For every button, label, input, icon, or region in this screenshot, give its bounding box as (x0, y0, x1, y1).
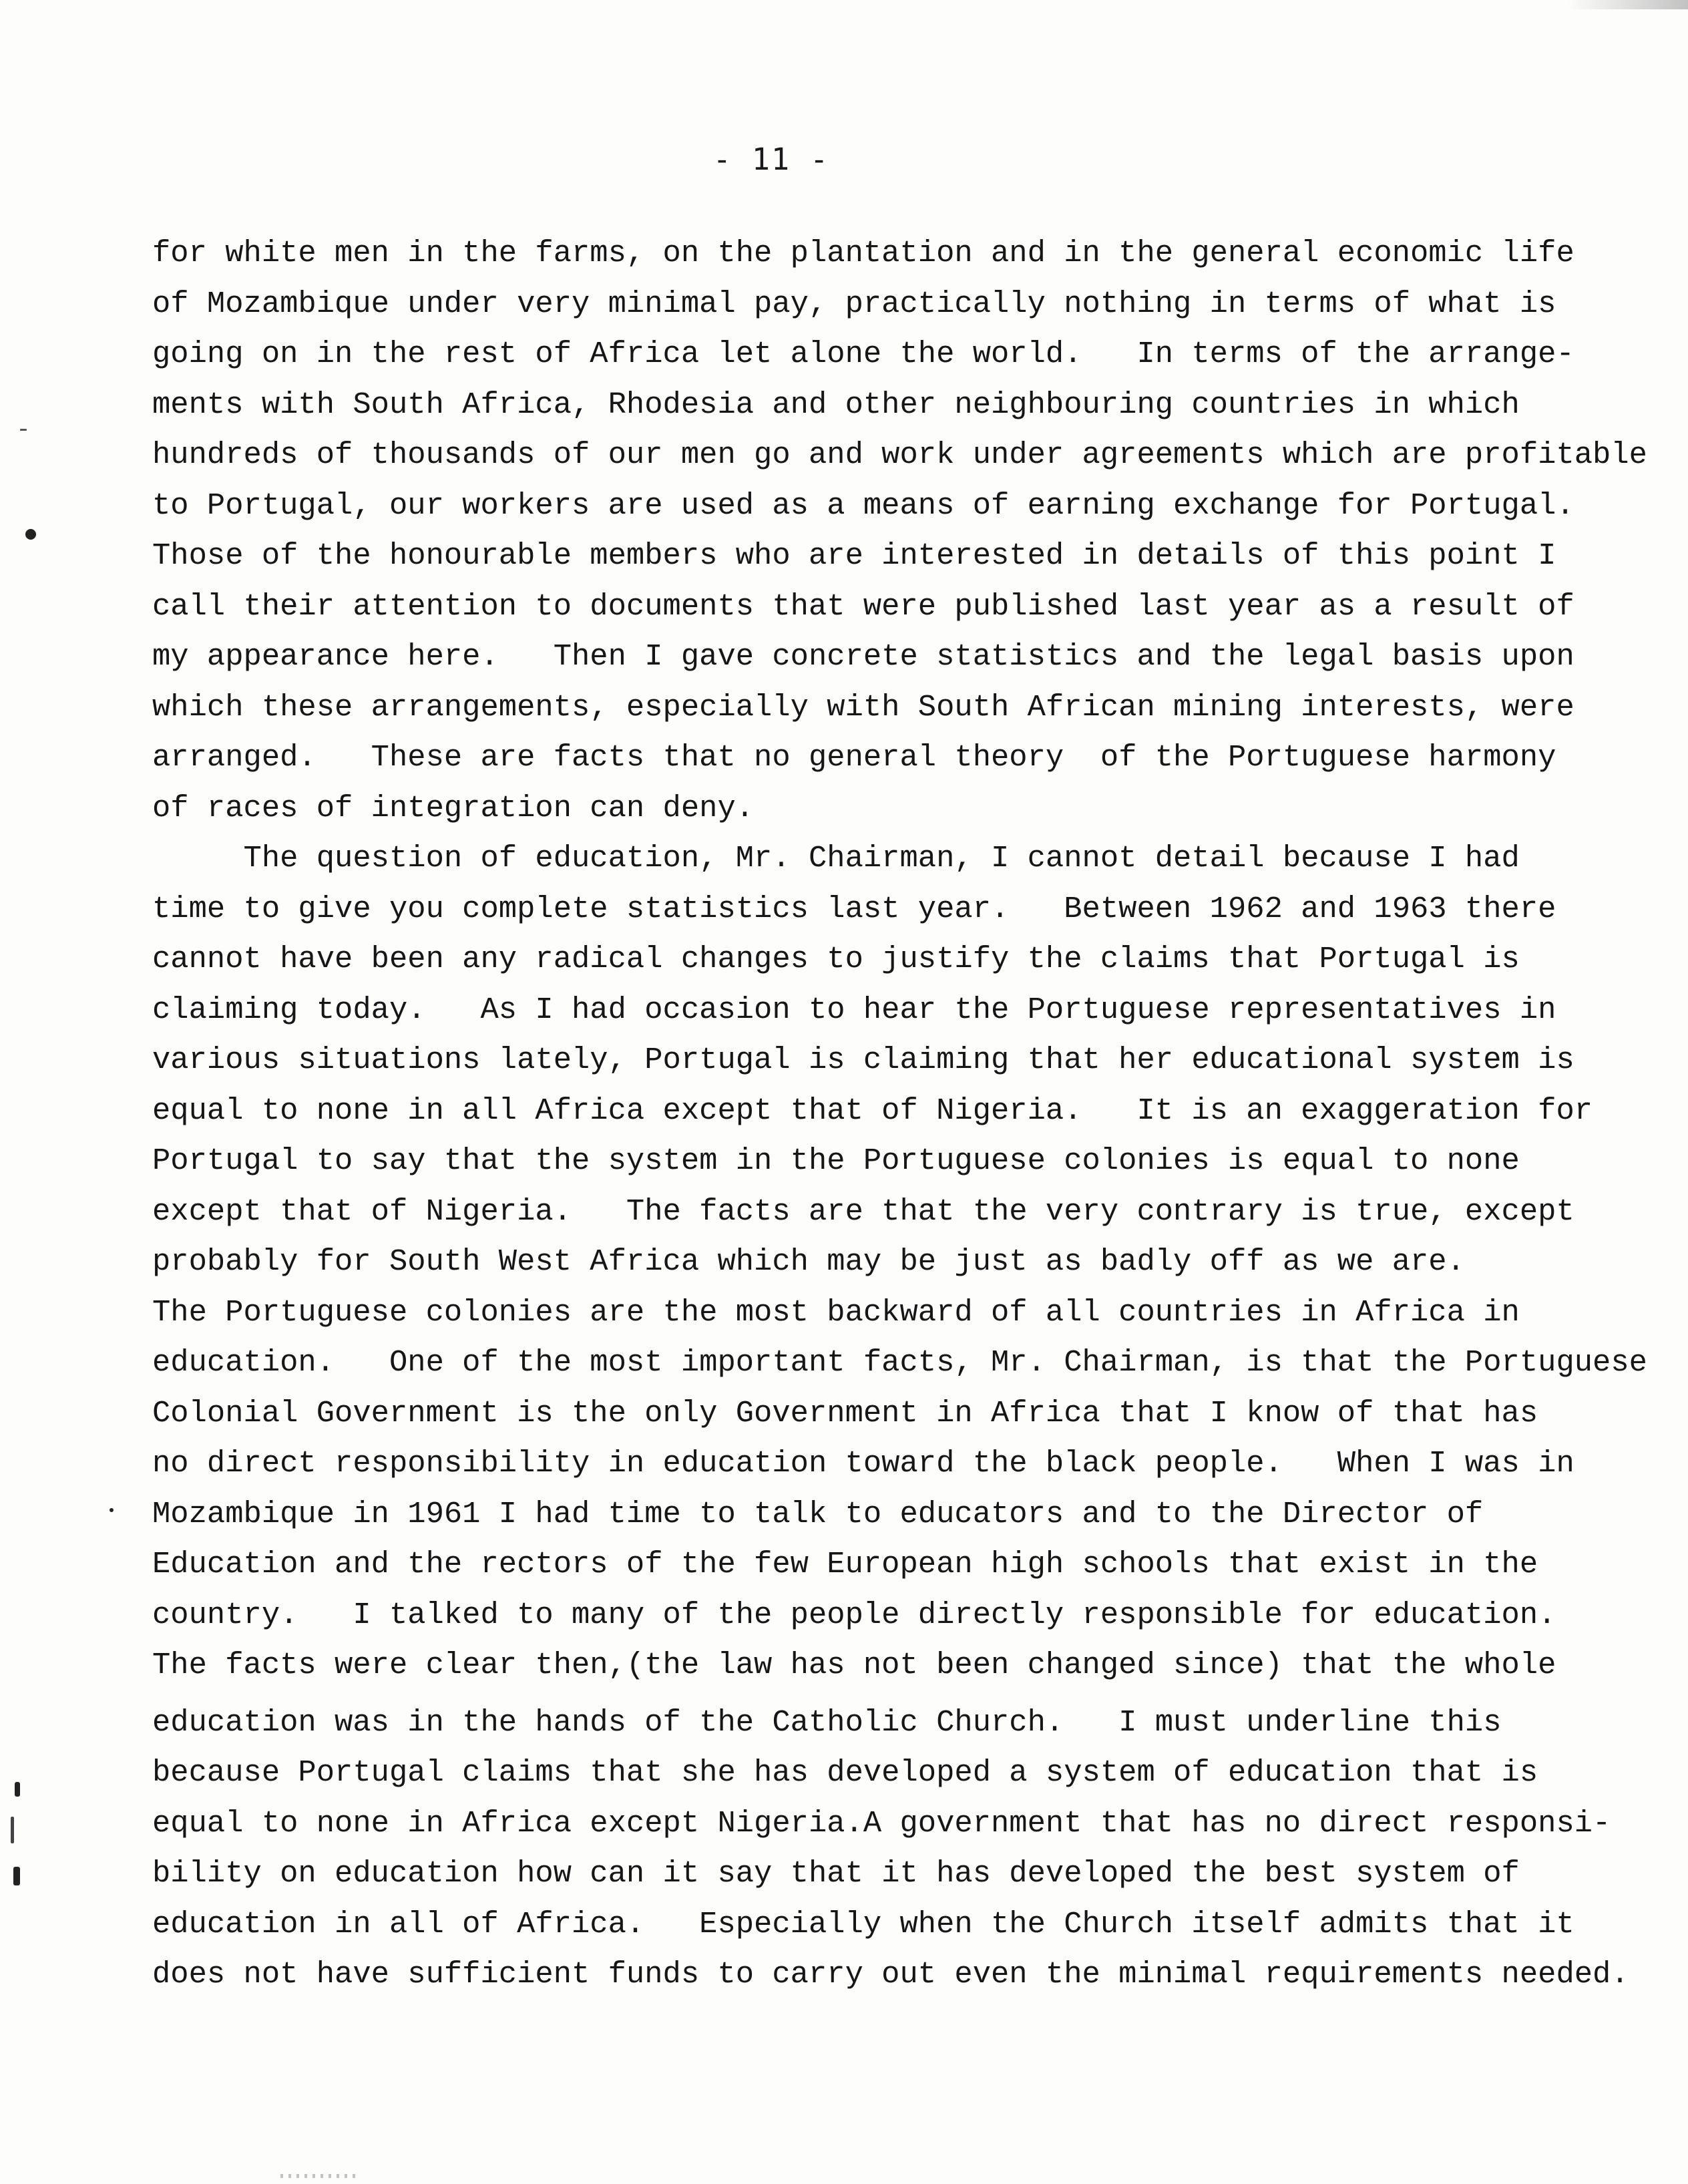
text-line: claiming today. As I had occasion to hear the Portuguese representatives in (152, 992, 1556, 1027)
text-line: ments with South Africa, Rhodesia and other neighbouring countries in which (152, 387, 1520, 422)
text-line: education. One of the most important facts, Mr. Chairman, is that the Portuguese (152, 1345, 1647, 1380)
text-line: equal to none in all Africa except that of Nigeria. It is an exaggeration for (152, 1093, 1593, 1128)
margin-speck (13, 1867, 20, 1885)
text-line: bility on education how can it say that it has developed the best system of (152, 1856, 1520, 1891)
text-line: probably for South West Africa which may be just as badly off as we are. (152, 1244, 1465, 1279)
text-line: Education and the rectors of the few European high schools that exist in the (152, 1547, 1538, 1582)
margin-speck (11, 1817, 14, 1843)
text-line: equal to none in Africa except Nigeria.A government that has no direct responsi- (152, 1805, 1611, 1841)
text-line: call their attention to documents that were published last year as a result of (152, 588, 1574, 624)
text-line: of races of integration can deny. (152, 790, 755, 826)
text-line: arranged. These are facts that no general theory of the Portuguese harmony (152, 740, 1556, 775)
text-line: various situations lately, Portugal is claiming that her educational system is (152, 1043, 1574, 1077)
text-line: time to give you complete statistics last year. Between 1962 and 1963 there (152, 891, 1556, 926)
text-line: hundreds of thousands of our men go and work under agreements which are profitable (152, 437, 1647, 472)
text-line: country. I talked to many of the people directly responsible for education. (152, 1597, 1556, 1632)
text-line: education in all of Africa. Especially when the Church itself admits that it (152, 1906, 1574, 1942)
margin-dot-mark (25, 529, 36, 540)
body-text (152, 228, 1647, 2000)
text-line: which these arrangements, especially with South African mining interests, were (152, 689, 1574, 725)
text-line: education was in the hands of the Catholic Church. I must underline this (152, 1704, 1502, 1740)
paragraph-2 (152, 834, 1647, 2000)
page-number: - 11 - (712, 142, 830, 177)
text-line: going on in the rest of Africa let alone the world. In terms of the arrange- (152, 337, 1574, 371)
text-line: does not have sufficient funds to carry out even the minimal requirements needed. (152, 1957, 1629, 1992)
scan-bottom-mark (280, 2174, 361, 2178)
margin-speck (110, 1508, 114, 1512)
text-line: Portugal to say that the system in the Portuguese colonies is equal to none (152, 1143, 1520, 1178)
text-line: cannot have been any radical changes to justify the claims that Portugal is (152, 942, 1520, 976)
text-line: except that of Nigeria. The facts are that the very contrary is true, except (152, 1194, 1574, 1229)
text-line: to Portugal, our workers are used as a means of earning exchange for Portugal. (152, 488, 1574, 523)
text-line: The facts were clear then,(the law has not been changed since) that the whole (152, 1648, 1556, 1682)
text-line: Those of the honourable members who are interested in details of this point I (152, 538, 1556, 573)
scan-edge-shadow (1568, 0, 1688, 9)
margin-speck (15, 1782, 20, 1797)
text-line: for white men in the farms, on the plantation and in the general economic life (152, 236, 1574, 270)
text-line: no direct responsibility in education toward the black people. When I was in (152, 1446, 1574, 1481)
text-line: The question of education, Mr. Chairman, I cannot detail because I had (152, 841, 1520, 876)
paragraph-1 (152, 228, 1647, 834)
text-line: my appearance here. Then I gave concrete statistics and the legal basis upon (152, 639, 1574, 674)
text-line: because Portugal claims that she has developed a system of education that is (152, 1755, 1538, 1790)
margin-speck (20, 429, 27, 431)
text-line: of Mozambique under very minimal pay, practically nothing in terms of what is (152, 286, 1556, 321)
text-line: Colonial Government is the only Government in Africa that I know of that has (152, 1395, 1538, 1431)
text-line: The Portuguese colonies are the most backward of all countries in Africa in (152, 1294, 1520, 1330)
text-line: Mozambique in 1961 I had time to talk to educators and to the Director of (152, 1496, 1484, 1531)
